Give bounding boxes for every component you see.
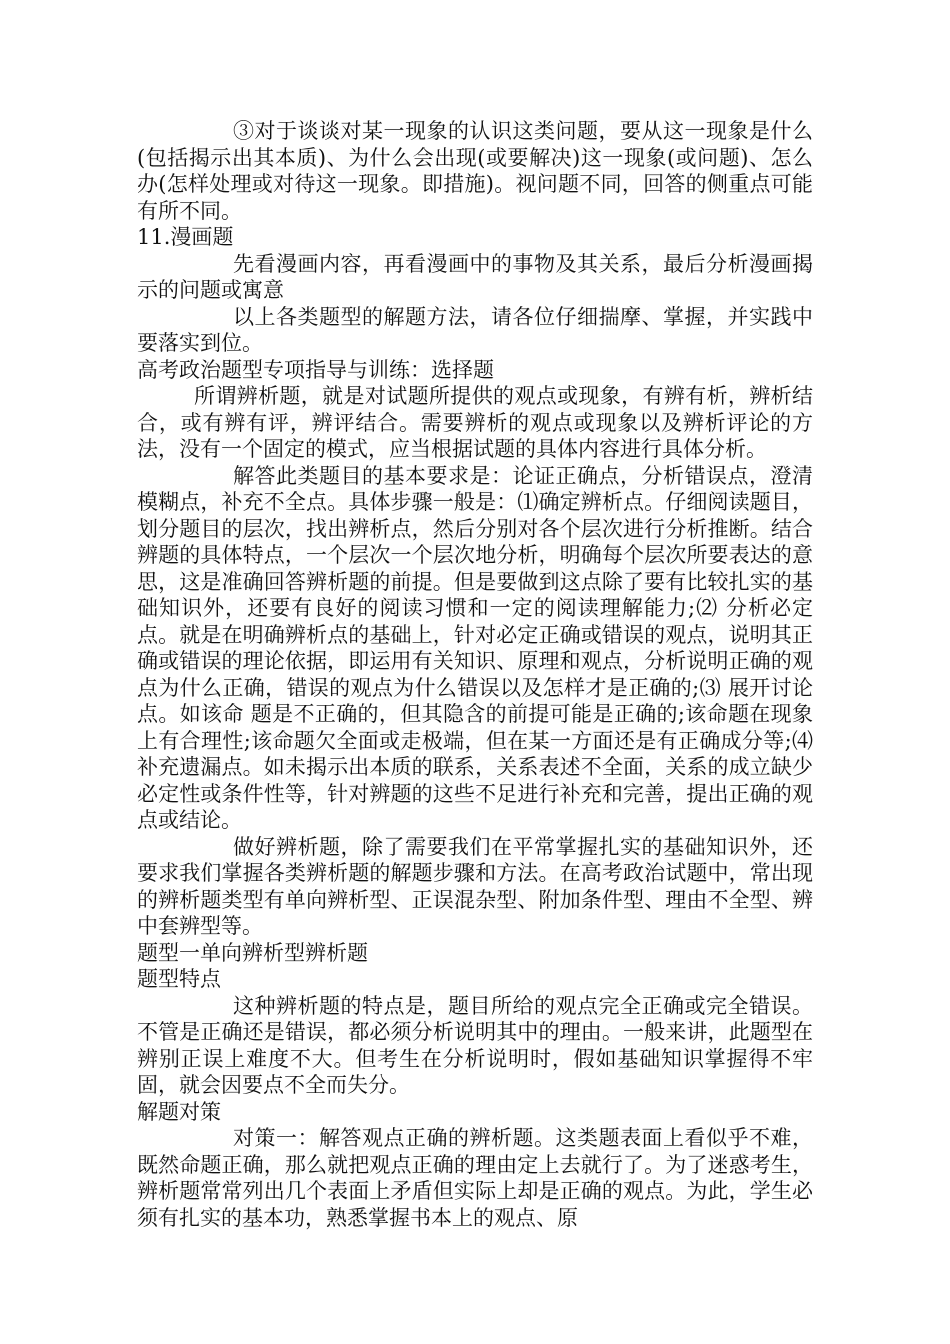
heading-type-features: 题型特点 <box>137 967 221 991</box>
heading-choice-guidance: 高考政治题型专项指导与训练：选择题 <box>137 357 494 382</box>
paragraph-question-types: 做好辨析题，除了需要我们在平常掌握扎实的基础知识外，还要求我们掌握各类辨析题的解题步骤和方法。在高考政治试题中，常出现的辨析题类型有单向辨析型、正误混杂型、附加条件型、理由不全型、辨中套辨型等。 <box>137 834 813 938</box>
heading-type-one: 题型一单向辨析型辨析题 <box>137 940 368 965</box>
paragraph-definition: 所谓辨析题，就是对试题所提供的观点或现象，有辨有析，辨析结合，或有辨有评，辨评结合。需要辨析的观点或现象以及辨析评论的方法，没有一个固定的模式，应当根据试题的具体内容进行具体分析。 <box>137 384 813 461</box>
paragraph-strategy-one: 对策一：解答观点正确的辨析题。这类题表面上看似乎不难，既然命题正确，那么就把观点正确的理由定上去就行了。为了迷惑考生，辨析题常常列出几个表面上矛盾但实际上却是正确的观点。为此，学生必须有扎实的基本功，熟悉掌握书本上的观点、原 <box>137 1126 813 1230</box>
paragraph-cartoon-method: 先看漫画内容，再看漫画中的事物及其关系，最后分析漫画揭示的问题或寓意 <box>137 251 813 302</box>
heading-cartoon-question: 11.漫画题 <box>137 225 234 249</box>
document-page <box>137 118 813 1231</box>
paragraph-practice-note: 以上各类题型的解题方法，请各位仔细揣摩、掌握，并实践中要落实到位。 <box>137 304 813 355</box>
paragraph-situation-analysis: ③对于谈谈对某一现象的认识这类问题，要从这一现象是什么(包括揭示出其本质)、为什么会出现(或要解决)这一现象(或问题)、怎么办(怎样处理或对待这一现象。即措施)。视问题不同，回答的侧重点可能有所不同。 <box>137 119 813 223</box>
heading-solution-strategy: 解题对策 <box>137 1099 221 1124</box>
paragraph-basic-requirements: 解答此类题目的基本要求是：论证正确点，分析错误点，澄清模糊点，补充不全点。具体步骤一般是：⑴确定辨析点。仔细阅读题目，划分题目的层次，找出辨析点，然后分别对各个层次进行分析推断。结合辨题的具体特点，一个层次一个层次地分析，明确每个层次所要表达的意思，这是准确回答辨析题的前提。但是要做到这点除了要有比较扎实的基础知识外，还要有良好的阅读习惯和一定的阅读理解能力;⑵ 分析必定点。就是在明确辨析点的基础上，针对必定正确或错误的观点，说明其正确或错误的理论依据，即运用有关知识、原理和观点，分析说明正确的观点为什么正确，错误的观点为什么错误以及怎样才是正确的;⑶ 展开讨论点。如该命 题是不正确的，但其隐含的前提可能是正确的;该命题在现象上有合理性;该命题欠全面或走极端，但在某一方面还是有正确成分等;⑷ 补充遗漏点。如未揭示出本质的联系，关系表述不全面，关系的成立缺少必定性或条件性等，针对辨题的这些不足进行补充和完善，提出正确的观点或结论。 <box>137 463 813 832</box>
paragraph-type-features: 这种辨析题的特点是，题目所给的观点完全正确或完全错误。不管是正确还是错误，都必须分析说明其中的理由。一般来讲，此题型在辨别正误上难度不大。但考生在分析说明时，假如基础知识掌握得不牢固，就会因要点不全而失分。 <box>137 993 813 1097</box>
